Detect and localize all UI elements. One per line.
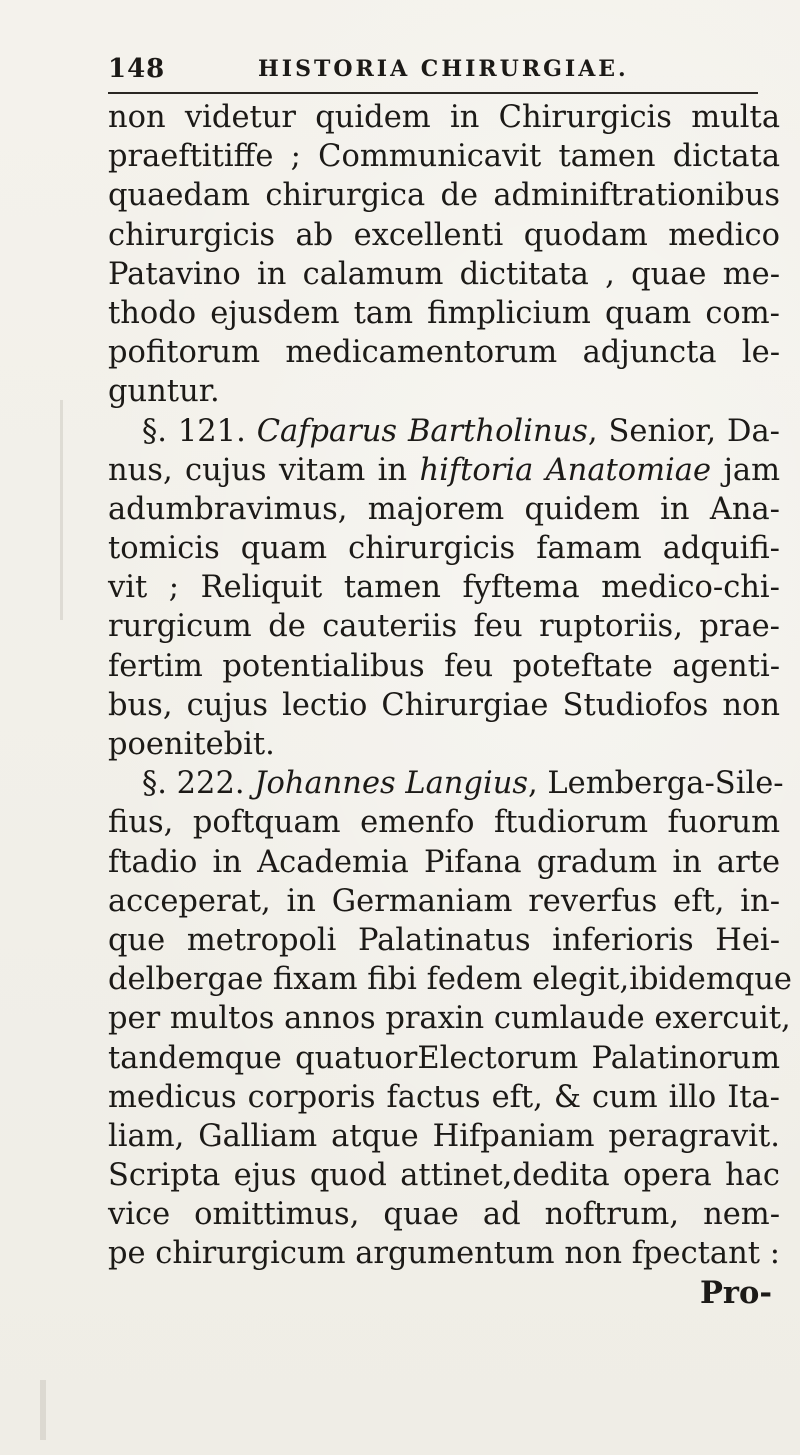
text-line: pofitorum medicamentorum adjuncta le- [108,335,780,371]
text-line: thodo ejusdem tam fimplicium quam com- [108,295,780,331]
text-line: tomicis quam chirurgicis famam adquifi- [108,531,780,567]
text-segment: , Senior, Da- [587,413,780,449]
text-segment: , Lemberga-Sile- [528,766,784,802]
text-line: pe chirurgicum argumentum non fpectant : [108,1236,780,1272]
text-segment: nus, cujus vitam in [108,452,420,488]
text-line: liam, Galliam atque Hifpaniam peragravit. [108,1118,780,1154]
text-line: Pro- [699,1274,772,1311]
text-line: chirurgicis ab excellenti quodam medico [108,217,780,253]
text-segment: jam [711,452,781,488]
italic-name: Cafparus Bartholinus [256,413,588,449]
text-line: fius, poftquam emenfo ftudiorum fuorum [108,805,780,841]
page-number: 148 [108,54,166,84]
text-line: medicus corporis factus eft, & cum illo Ita- [108,1079,780,1115]
text-line [108,451,780,490]
body-text [108,98,792,1313]
text-line: delbergae fixam fibi fedem elegit,ibidemque [108,962,792,998]
text-line [108,412,780,451]
text-line: rurgicum de cauteriis feu ruptoriis, prae- [108,609,780,645]
text-line: adumbravimus, majorem quidem in Ana- [108,491,780,527]
text-line: ftadio in Academia Pifana gradum in arte [108,844,780,880]
text-segment: §. 222. [142,766,255,802]
italic-name: Johannes Langius [254,766,529,802]
text-line: non videtur quidem in Chirurgicis multa [108,100,780,135]
text-line: poenitebit. [108,727,275,762]
text-line: per multos annos praxin cumlaude exercuit, [108,1001,791,1037]
page-header [108,54,758,94]
text-line: Scripta ejus quod attinet,dedita opera hac [108,1158,780,1194]
text-line: vit ; Reliquit tamen fyftema medico-chi- [108,570,780,606]
paper-blemish [60,400,63,620]
header-rule [108,92,758,94]
text-line: vice omittimus, quae ad noftrum, nem- [108,1197,780,1233]
paper-blemish [40,1380,46,1440]
text-segment: §. 121. [142,413,257,449]
text-line: bus, cujus lectio Chirurgiae Studiofos non [108,687,780,723]
text-line: que metropoli Palatinatus inferioris Hei- [108,922,780,958]
text-line: Patavino in calamum dictitata , quae me- [108,256,780,292]
text-line: fertim potentialibus feu poteftate agenti- [108,648,780,684]
text-line: tandemque quatuorElectorum Palatinorum [108,1040,780,1076]
running-head: HISTORIA CHIRURGIAE. [258,56,629,82]
italic-name: hiftoria Anatomiae [419,452,712,488]
text-line: quaedam chirurgica de adminiftrationibus [108,178,780,214]
text-line [108,764,784,803]
text-line: praeftitiffe ; Communicavit tamen dictata [108,139,780,175]
text-line: guntur. [108,374,220,410]
text-line: acceperat, in Germaniam reverfus eft, in- [108,883,780,919]
